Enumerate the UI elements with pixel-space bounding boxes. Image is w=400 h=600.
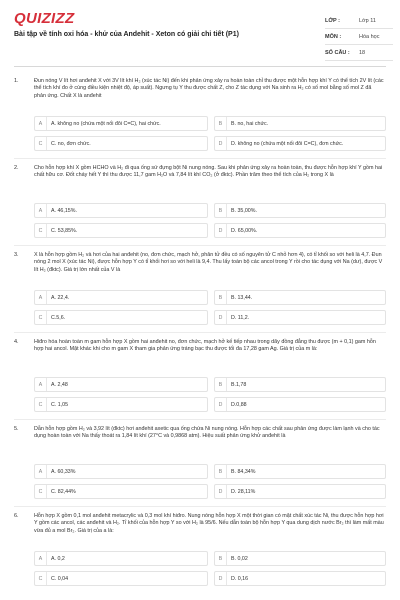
option-text: D. 65,00%. [231, 227, 258, 234]
question-divider [14, 506, 386, 507]
option-text: D. 0,16 [231, 575, 249, 582]
option-letter: C [35, 485, 47, 498]
question-1 [14, 78, 386, 165]
meta-value: Lớp 11 [359, 17, 376, 24]
option-text: A. 2,48 [51, 381, 68, 388]
meta-key: SỐ CÂU : [325, 49, 350, 56]
question-5 [14, 426, 386, 513]
option-b[interactable] [214, 464, 386, 479]
option-letter: B [215, 117, 227, 130]
option-text: D.0,88 [231, 401, 247, 408]
option-letter: D [215, 311, 227, 324]
option-letter: A [35, 552, 47, 565]
option-letter: A [35, 117, 47, 130]
option-letter: D [215, 485, 227, 498]
option-text: B.1,78 [231, 381, 247, 388]
option-text: B. no, hai chức. [231, 120, 269, 127]
option-a[interactable] [34, 377, 208, 392]
option-d[interactable] [214, 397, 386, 412]
question-text: Cho hỗn hợp khí X gồm HCHO và H₂ đi qua ống sứ đựng bột Ni nung nóng. Sau khi phản ứng xảy ra hoàn toàn, thu được hỗn hợp khí Y gồm hai chất hữu cơ. Đốt cháy hết Y thì thu được 11,7 gam H₂O và 7,84 lít khí CO₂ (ở đktc). Phần trăm theo thể tích của H₂ trong X là [34, 165, 383, 179]
option-letter: C [35, 311, 47, 324]
option-text: B. 0,02 [231, 555, 248, 562]
option-text: D. 11,2. [231, 314, 250, 321]
option-d[interactable] [214, 136, 386, 151]
option-c[interactable] [34, 397, 208, 412]
option-b[interactable] [214, 377, 386, 392]
option-b[interactable] [214, 203, 386, 218]
option-a[interactable] [34, 464, 208, 479]
option-d[interactable] [214, 223, 386, 238]
option-d[interactable] [214, 310, 386, 325]
option-letter: C [35, 572, 47, 585]
question-divider [14, 158, 386, 159]
meta-value: 18 [359, 49, 366, 56]
option-text: A. 60,33% [51, 468, 76, 475]
option-b[interactable] [214, 290, 386, 305]
option-text: B. 13,44. [231, 294, 253, 301]
option-text: A. 46,15%. [51, 207, 77, 214]
meta-row-class [325, 13, 393, 29]
question-6 [14, 513, 386, 600]
worksheet-title: Bài tập về tính oxi hóa - khử của Andehit - Xeton có giải chi tiết (P1) [14, 31, 239, 38]
option-a[interactable] [34, 116, 208, 131]
option-letter: B [215, 552, 227, 565]
option-text: D. không no (chứa một nối đôi C=C), đơn chức. [231, 140, 344, 147]
question-number: 4. [14, 339, 19, 345]
option-letter: A [35, 291, 47, 304]
option-letter: B [215, 291, 227, 304]
option-letter: C [35, 224, 47, 237]
question-text: X là hỗn hợp gồm H₂ và hơi của hai anđehit (no, đơn chức, mạch hở, phân tử đều có số nguyên tử C nhỏ hơn 4), có tỉ khối so với heli là 4,7. Đun nóng 2 mol X (xúc tác Ni), được hỗn hợp Y có tỉ khối hơi so với heli là 9,4. Thu lấy toàn bộ các ancol trong Y rồi cho tác dụng với Na (dư), được V lít H₂ (đktc). Giá trị lớn nhất của V là [34, 252, 383, 273]
question-number: 2. [14, 165, 19, 171]
option-c[interactable] [34, 136, 208, 151]
meta-key: MÔN : [325, 33, 342, 40]
option-letter: A [35, 204, 47, 217]
meta-key: LỚP : [325, 17, 340, 24]
option-text: A. 22,4. [51, 294, 70, 301]
option-b[interactable] [214, 551, 386, 566]
question-list [14, 78, 386, 600]
option-text: B. 84,34% [231, 468, 256, 475]
question-text: Dẫn hỗn hợp gồm H₂ và 3,92 lít (đktc) hơi anđehit axetic qua ống chứa Ni nung nóng. Hỗn hợp các chất sau phản ứng được làm lạnh và cho tác dụng hoàn toàn với Na thấy thoát ra 1,84 lít khí (27°C và 0,9868 atm). Hiệu suất phản ứng khử anđehit là [34, 426, 380, 440]
option-letter: B [215, 465, 227, 478]
option-letter: B [215, 204, 227, 217]
option-text: C. 82,44% [51, 488, 76, 495]
option-letter: B [215, 378, 227, 391]
question-number: 5. [14, 426, 19, 432]
option-text: C. 0,04 [51, 575, 69, 582]
option-c[interactable] [34, 310, 208, 325]
question-divider [14, 332, 386, 333]
option-a[interactable] [34, 290, 208, 305]
option-letter: D [215, 137, 227, 150]
question-4 [14, 339, 386, 426]
option-c[interactable] [34, 571, 208, 586]
option-text: A. không no (chứa một nối đôi C=C), hai chức. [51, 120, 161, 127]
worksheet-header [0, 0, 400, 66]
option-text: C. 53,85%. [51, 227, 78, 234]
question-text: Đun nóng V lít hơi anđehit X với 3V lít khí H₂ (xúc tác Ni) đến khi phản ứng xảy ra hoàn toàn chỉ thu được một hỗn hợp khí Y có thể tích 2V lít (các thể tích khí đo ở cùng điều kiện nhiệt độ, áp suất). Ngưng tụ Y thu được chất Z, cho Z tác dụng với Na sinh ra H₂ có số mol bằng số mol Z đã phản ứng. Chất X là anđehit [34, 78, 384, 99]
question-3 [14, 252, 386, 339]
worksheet-meta [325, 13, 393, 61]
question-divider [14, 245, 386, 246]
option-letter: C [35, 137, 47, 150]
question-divider [14, 419, 386, 420]
option-letter: D [215, 224, 227, 237]
option-text: B. 35,00%. [231, 207, 257, 214]
option-letter: C [35, 398, 47, 411]
question-text: Hiđro hóa hoàn toàn m gam hỗn hợp X gồm hai anđehit no, đơn chức, mạch hở kế tiếp nhau trong dãy đồng đẳng thu được (m + 0,1) gam hỗn hợp hai ancol. Mặt khác khi cho m gam X tham gia phản ứng tráng bạc thu được tối đa 17,28 gam Ag. Giá trị của m là: [34, 339, 376, 353]
option-c[interactable] [34, 223, 208, 238]
question-text: Hỗn hợp X gồm 0,1 mol anđehit metacrylic và 0,3 mol khí hiđro. Nung nóng hỗn hợp X một thời gian có mặt chất xúc tác Ni, thu được hỗn hợp hơi Y gồm các ancol, các anđehit và H₂. Tỉ khối của hỗn hợp Y so với H₂ là 95/6. Nếu dẫn toàn bộ hỗn hợp Y qua dung dịch nước Br₂ thì làm mất màu vừa đủ a mol Br₂. Giá trị của a là: [34, 513, 384, 534]
option-letter: A [35, 465, 47, 478]
option-letter: A [35, 378, 47, 391]
header-divider [14, 66, 386, 67]
question-number: 1. [14, 78, 19, 84]
option-text: C. 1,05 [51, 401, 69, 408]
question-number: 6. [14, 513, 19, 519]
option-letter: D [215, 572, 227, 585]
option-text: C. no, đơn chức. [51, 140, 91, 147]
question-2 [14, 165, 386, 252]
option-d[interactable] [214, 571, 386, 586]
question-number: 3. [14, 252, 19, 258]
quizizz-logo: QUIZIZZ [14, 10, 75, 27]
option-letter: D [215, 398, 227, 411]
option-a[interactable] [34, 203, 208, 218]
option-b[interactable] [214, 116, 386, 131]
meta-value: Hóa học [359, 33, 380, 40]
meta-row-question-count [325, 45, 393, 61]
meta-row-subject [325, 29, 393, 45]
option-a[interactable] [34, 551, 208, 566]
option-text: C.5,6. [51, 314, 66, 321]
option-d[interactable] [214, 484, 386, 499]
option-c[interactable] [34, 484, 208, 499]
option-text: A. 0,2 [51, 555, 65, 562]
option-text: D. 28,11% [231, 488, 256, 495]
